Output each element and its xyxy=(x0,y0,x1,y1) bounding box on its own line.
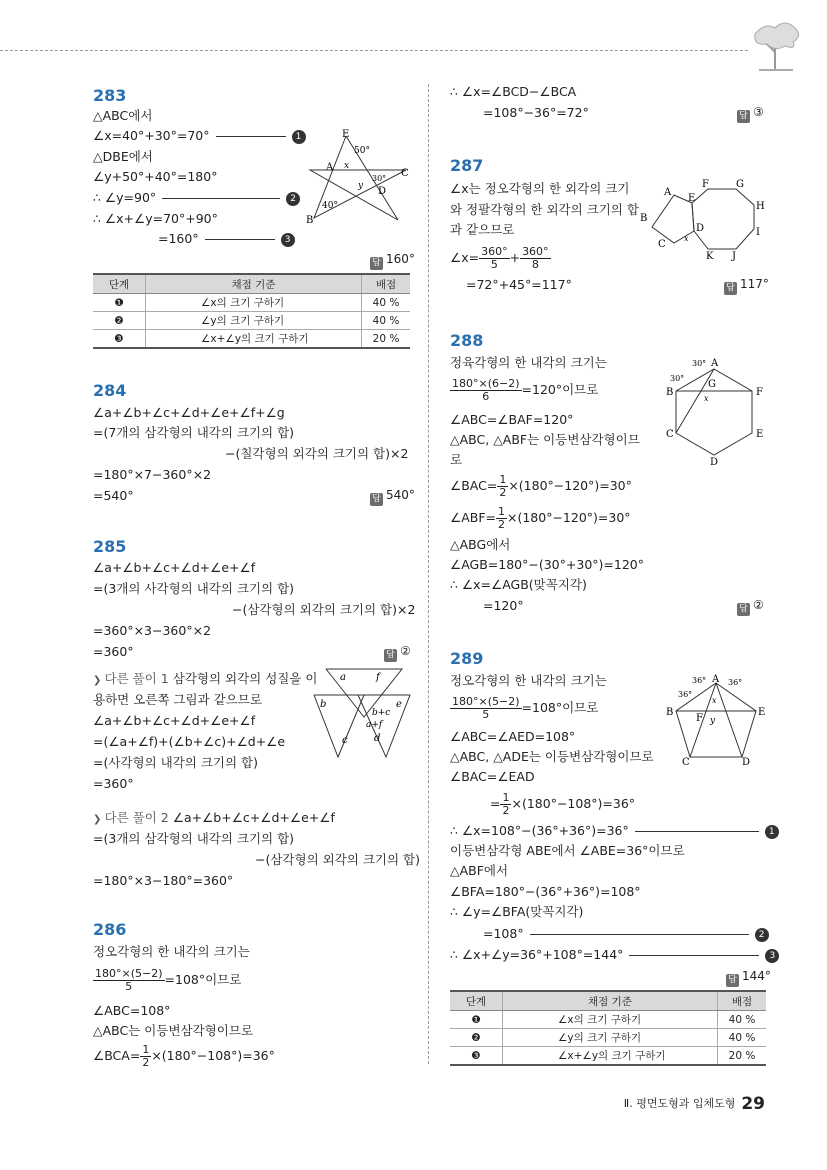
svg-text:a+f: a+f xyxy=(366,720,383,730)
svg-text:x: x xyxy=(684,234,689,243)
svg-text:f: f xyxy=(376,672,380,683)
svg-text:G: G xyxy=(736,179,744,190)
problem-number-284: 284 xyxy=(93,381,127,400)
table-row: ❷ ∠y의 크기 구하기 40 % xyxy=(450,1029,766,1047)
svg-text:30°: 30° xyxy=(670,374,685,383)
page-footer xyxy=(624,1094,765,1114)
table-row: ❸ ∠x+∠y의 크기 구하기 20 % xyxy=(450,1047,766,1066)
pentagon-figure-289 xyxy=(664,671,774,767)
svg-text:A: A xyxy=(711,358,719,369)
p289-line: $\frac{180^\circ\times(5-2)}{5}$ =108°이므로 xyxy=(452,695,599,721)
svg-text:30°: 30° xyxy=(692,359,707,368)
p289-line: 이등변삼각형 ABE에서 ∠ABE=36°이므로 xyxy=(450,843,685,858)
p288-line: ∠ABC=∠BAF=120° xyxy=(450,412,574,427)
p286-line: △ABC는 이등변삼각형이므로 xyxy=(93,1023,253,1038)
p287-line: ∠x는 정오각형의 한 외각의 크기 xyxy=(450,181,630,196)
column-divider xyxy=(428,84,429,1064)
svg-text:x: x xyxy=(704,394,709,403)
alt2-line: =(3개의 삼각형의 내각의 크기의 합) xyxy=(93,831,295,846)
section-title: Ⅱ. 평면도형과 입체도형 xyxy=(623,1097,736,1110)
p283-line: ∴ ∠y=90° 2 xyxy=(93,190,300,206)
problem-number-283: 283 xyxy=(93,86,127,105)
svg-text:E: E xyxy=(756,429,764,440)
alt1-line: =(사각형의 내각의 크기의 합) xyxy=(93,755,258,770)
alt1-line: ∠a+∠b+∠c+∠d+∠e+∠f xyxy=(93,713,256,728)
problem-number-285: 285 xyxy=(93,537,127,556)
p284-line: =(7개의 삼각형의 내각의 크기의 합) xyxy=(93,425,295,440)
problem-number-289: 289 xyxy=(450,649,484,668)
p283-line: =160° 3 xyxy=(158,231,295,247)
p289-line: ∠ABC=∠AED=108° xyxy=(450,729,576,744)
svg-text:F: F xyxy=(696,713,703,724)
svg-text:b+c: b+c xyxy=(372,708,391,718)
svg-text:B: B xyxy=(306,215,314,226)
alt1-line: 용하면 오른쪽 그림과 같으므로 xyxy=(93,692,262,707)
p283-line: △DBE에서 xyxy=(93,149,153,164)
svg-text:50°: 50° xyxy=(354,146,370,156)
p284-line: ∠a+∠b+∠c+∠d+∠e+∠f+∠g xyxy=(93,405,285,420)
svg-text:E: E xyxy=(688,193,696,204)
p283-line: ∠x=40°+30°=70° 1 xyxy=(93,128,306,144)
svg-text:A: A xyxy=(326,162,334,173)
svg-text:I: I xyxy=(756,227,760,238)
p289-line: ∠BFA=180°−(36°+36°)=108° xyxy=(450,884,641,899)
alt1-line: =360° xyxy=(93,776,134,791)
svg-text:E: E xyxy=(758,707,766,718)
p285-line: ∠a+∠b+∠c+∠d+∠e+∠f xyxy=(93,560,256,575)
answer-284: 답 540° xyxy=(370,488,415,506)
alt1-line: =(∠a+∠f)+(∠b+∠c)+∠d+∠e xyxy=(93,734,286,749)
p288-line: ∠ABF= $\frac{1}{2}$ ×(180°−120°)=30° xyxy=(450,505,631,531)
p288-line: △ABG에서 xyxy=(450,537,511,552)
table-row: ❶ ∠x의 크기 구하기 40 % xyxy=(93,294,410,312)
p288-line: $\frac{180^\circ\times(6-2)}{6}$ =120°이므로 xyxy=(452,377,599,403)
svg-text:B: B xyxy=(666,707,674,718)
p288-line: △ABC, △ABF는 이등변삼각형이므 xyxy=(450,432,640,447)
tree-decoration-icon xyxy=(745,14,805,74)
p289-line: ∴ ∠x=108°−(36°+36°)=36° 1 xyxy=(450,823,779,839)
svg-text:H: H xyxy=(756,201,765,212)
p285-line: −(삼각형의 외각의 크기의 합)×2 xyxy=(232,602,416,617)
svg-text:36°: 36° xyxy=(728,678,743,687)
p288-line: 정육각형의 한 내각의 크기는 xyxy=(450,355,607,370)
hexagon-figure-288 xyxy=(664,357,774,469)
alt-solution-1: ❯ 다른 풀이 1 삼각형의 외각의 성질을 이 xyxy=(93,671,318,686)
p289-line: ∴ ∠x+∠y=36°+108°=144° 3 xyxy=(450,947,779,963)
p289-line: △ABF에서 xyxy=(450,863,509,878)
svg-text:a: a xyxy=(340,672,346,683)
svg-text:J: J xyxy=(732,251,737,262)
svg-text:C: C xyxy=(666,429,674,440)
svg-text:x: x xyxy=(344,161,350,171)
step-mark: 3 xyxy=(281,233,295,247)
p286-line: ∠BCA= $\frac{1}{2}$ ×(180°−108°)=36° xyxy=(93,1043,275,1069)
pentagon-octagon-figure-287 xyxy=(636,177,772,263)
svg-text:K: K xyxy=(706,251,714,262)
p287-line: =72°+45°=117° xyxy=(466,277,572,292)
p284-line: −(칠각형의 외각의 크기의 합)×2 xyxy=(225,446,409,461)
svg-text:F: F xyxy=(702,179,709,190)
alt2-line: =180°×3−180°=360° xyxy=(93,873,234,888)
svg-text:y: y xyxy=(358,181,364,191)
p287-line: ∠x= $\frac{360^\circ}{5}$ + $\frac{360^\circ}{8}$ xyxy=(450,245,549,271)
svg-text:b: b xyxy=(320,699,327,710)
svg-text:C: C xyxy=(658,239,666,250)
svg-text:30°: 30° xyxy=(372,174,387,183)
svg-text:B: B xyxy=(640,213,648,224)
header-rule xyxy=(0,50,748,51)
alt-solution-2: ❯ 다른 풀이 2 ∠a+∠b+∠c+∠d+∠e+∠f xyxy=(93,810,335,825)
svg-text:c: c xyxy=(342,735,348,746)
answer-286: 답 ③ xyxy=(737,105,764,123)
svg-text:D: D xyxy=(710,457,719,468)
svg-text:B: B xyxy=(666,387,674,398)
svg-text:e: e xyxy=(396,699,402,710)
p285-line: =(3개의 사각형의 내각의 크기의 합) xyxy=(93,581,295,596)
svg-text:E: E xyxy=(342,129,350,140)
svg-text:C: C xyxy=(682,757,690,767)
step-mark: 3 xyxy=(765,949,779,963)
svg-text:40°: 40° xyxy=(322,201,338,211)
step-mark: 1 xyxy=(292,130,306,144)
p286-cont-line: =108°−36°=72° xyxy=(483,105,589,120)
svg-text:A: A xyxy=(664,187,672,198)
p287-line: 과 같으므로 xyxy=(450,222,515,237)
page-number: 29 xyxy=(741,1094,765,1114)
answer-288: 답 ② xyxy=(737,598,764,616)
answer-283: 답 160° xyxy=(370,252,415,270)
svg-text:d: d xyxy=(374,733,381,744)
p283-line: ∠y+50°+40°=180° xyxy=(93,169,218,184)
star-figure-283 xyxy=(302,126,420,228)
svg-text:G: G xyxy=(708,379,716,390)
p288-line: =120° xyxy=(483,598,524,613)
p284-line: =540° xyxy=(93,488,134,503)
p289-line: = $\frac{1}{2}$ ×(180°−108°)=36° xyxy=(490,791,636,817)
table-row: ❷ ∠y의 크기 구하기 40 % xyxy=(93,312,410,330)
svg-text:36°: 36° xyxy=(692,676,707,685)
step-mark: 2 xyxy=(286,192,300,206)
triangles-figure-285 xyxy=(312,665,412,761)
answer-287: 답 117° xyxy=(724,277,769,295)
p286-cont-line: ∴ ∠x=∠BCD−∠BCA xyxy=(450,84,577,99)
svg-text:C: C xyxy=(401,168,409,179)
answer-289: 답 144° xyxy=(726,969,771,987)
step-mark: 1 xyxy=(765,825,779,839)
p286-line: ∠ABC=108° xyxy=(93,1003,171,1018)
score-table-289: 단계 채점 기준 배점 ❶ ∠x의 크기 구하기 40 % ❷ ∠y의 크기 구하기 40 % ❸ ∠x+∠y의 크기 구하기 20 % xyxy=(450,990,766,1066)
p286-line: $\frac{180^\circ\times(5-2)}{5}$ =108°이므로 xyxy=(95,967,242,993)
p285-line: =360° xyxy=(93,644,134,659)
svg-text:36°: 36° xyxy=(678,690,693,699)
p289-line: ∠BAC=∠EAD xyxy=(450,769,535,784)
p283-line: ∴ ∠x+∠y=70°+90° xyxy=(93,211,218,226)
p288-line: ∠BAC= $\frac{1}{2}$ ×(180°−120°)=30° xyxy=(450,473,632,499)
svg-text:x: x xyxy=(712,696,717,705)
table-row: ❸ ∠x+∠y의 크기 구하기 20 % xyxy=(93,330,410,349)
problem-number-287: 287 xyxy=(450,156,484,175)
svg-text:D: D xyxy=(378,186,387,197)
p285-line: =360°×3−360°×2 xyxy=(93,623,212,638)
p288-line: 로 xyxy=(450,452,463,467)
score-table-283: 단계 채점 기준 배점 ❶ ∠x의 크기 구하기 40 % ❷ ∠y의 크기 구하기 40 % ❸ ∠x+∠y의 크기 구하기 20 % xyxy=(93,273,410,349)
svg-text:F: F xyxy=(756,387,763,398)
p288-line: ∴ ∠x=∠AGB(맞꼭지각) xyxy=(450,577,587,592)
p287-line: 와 정팔각형의 한 외각의 크기의 합 xyxy=(450,202,639,217)
p286-line: 정오각형의 한 내각의 크기는 xyxy=(93,944,250,959)
table-row: ❶ ∠x의 크기 구하기 40 % xyxy=(450,1011,766,1029)
svg-text:D: D xyxy=(742,757,751,767)
svg-text:D: D xyxy=(696,223,705,234)
alt2-line: −(삼각형의 외각의 크기의 합) xyxy=(255,852,420,867)
p289-line: =108° 2 xyxy=(483,926,769,942)
p289-line: △ABC, △ADE는 이등변삼각형이므로 xyxy=(450,749,654,764)
problem-number-286: 286 xyxy=(93,920,127,939)
p283-line: △ABC에서 xyxy=(93,108,153,123)
svg-text:A: A xyxy=(712,674,720,685)
p289-line: ∴ ∠y=∠BFA(맞꼭지각) xyxy=(450,904,584,919)
problem-number-288: 288 xyxy=(450,331,484,350)
p288-line: ∠AGB=180°−(30°+30°)=120° xyxy=(450,557,644,572)
step-mark: 2 xyxy=(755,928,769,942)
svg-text:y: y xyxy=(710,716,716,726)
p289-line: 정오각형의 한 내각의 크기는 xyxy=(450,673,607,688)
answer-285: 답 ② xyxy=(384,644,411,662)
p284-line: =180°×7−360°×2 xyxy=(93,467,212,482)
